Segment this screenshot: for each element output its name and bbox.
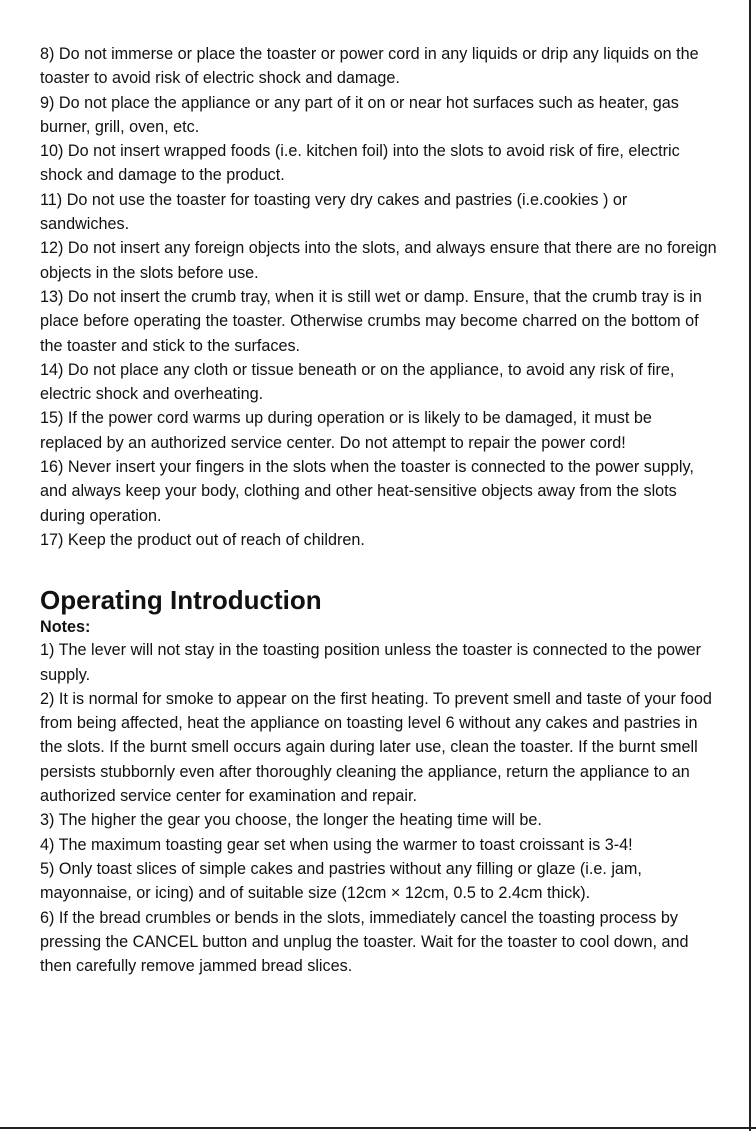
- safety-item-10: 10) Do not insert wrapped foods (i.e. kitchen foil) into the slots to avoid risk of fire, electric shock and damage to the product.: [40, 142, 680, 185]
- safety-item-13: 13) Do not insert the crumb tray, when it is still wet or damp. Ensure, that the crumb tray is in place before operating the toaster. Otherwise crumbs may become charred on the bottom of the toaster and stick to the surfaces.: [40, 287, 702, 355]
- safety-instructions-list: [40, 42, 718, 552]
- note-item-6: 6) If the bread crumbles or bends in the slots, immediately cancel the toasting process by pressing the CANCEL button and unplug the toaster. Wait for the toaster to cool down, and then carefully remove jammed bread slices.: [40, 908, 689, 976]
- note-item-1: 1) The lever will not stay in the toasting position unless the toaster is connected to the power supply.: [40, 641, 702, 684]
- safety-item-15: 15) If the power cord warms up during operation or is likely to be damaged, it must be replaced by an authorized service center. Do not attempt to repair the power cord!: [40, 409, 652, 452]
- safety-item-11: 11) Do not use the toaster for toasting very dry cakes and pastries (i.e.cookies ) or sandwiches.: [40, 190, 628, 234]
- page-content: [40, 42, 718, 978]
- safety-item-16: 16) Never insert your fingers in the slots when the toaster is connected to the power supply, and always keep your body, clothing and other heat-sensitive objects away from the slots during operation.: [40, 458, 694, 525]
- operating-introduction-section: [40, 584, 718, 978]
- safety-item-12: 12) Do not insert any foreign objects into the slots, and always ensure that there are no foreign objects in the slots before use.: [40, 239, 717, 282]
- safety-item-9: 9) Do not place the appliance or any part of it on or near hot surfaces such as heater, gas burner, grill, oven, etc.: [40, 93, 679, 136]
- safety-item-14: 14) Do not place any cloth or tissue beneath or on the appliance, to avoid any risk of fire, electric shock and overheating.: [40, 360, 675, 404]
- safety-item-8: 8) Do not immerse or place the toaster or power cord in any liquids or drip any liquids on the toaster to avoid risk of electric shock and damage.: [40, 45, 699, 88]
- note-item-5: 5) Only toast slices of simple cakes and pastries without any filling or glaze (i.e. jam, mayonnaise, or icing) and of suitable size (12cm × 12cm, 0.5 to 2.4cm thick).: [40, 859, 642, 903]
- notes-label: Notes:: [40, 618, 91, 637]
- page-border-bottom: [0, 1127, 756, 1129]
- section-heading: Operating Introduction: [40, 585, 322, 616]
- page-border-right: [749, 0, 751, 1131]
- note-item-2: 2) It is normal for smoke to appear on the first heating. To prevent smell and taste of your food from being affected, heat the appliance on toasting level 6 without any cakes and pastries in the slots. If the burnt smell occurs again during later use, clean the toaster. If the burnt smell persists stubbornly even after thoroughly cleaning the appliance, return the appliance to an authorized service center for examination and repair.: [40, 689, 712, 806]
- note-item-4: 4) The maximum toasting gear set when using the warmer to toast croissant is 3-4!: [40, 835, 633, 854]
- note-item-3: 3) The higher the gear you choose, the longer the heating time will be.: [40, 811, 542, 830]
- safety-item-17: 17) Keep the product out of reach of children.: [40, 530, 365, 549]
